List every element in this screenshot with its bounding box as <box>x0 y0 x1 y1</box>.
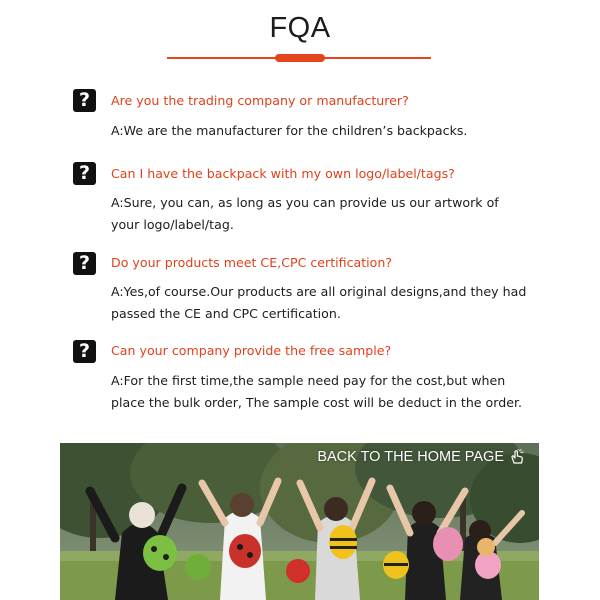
title-accent-bar <box>275 54 325 62</box>
faq-answer: A:For the first time,the sample need pay for the cost,but when place the bulk order, The sample cost will be deduct in the order. <box>111 373 522 410</box>
question-mark-icon: ? <box>73 162 96 185</box>
faq-answer: A:Sure, you can, as long as you can provide us our artwork of your logo/label/tag. <box>111 195 499 232</box>
pointer-hand-icon <box>509 449 525 465</box>
faq-answer: A:Yes,of course.Our products are all original designs,and they had passed the CE and CPC certification. <box>111 284 527 321</box>
faq-question: Are you the trading company or manufacturer? <box>111 93 409 108</box>
faq-question: Do your products meet CE,CPC certification? <box>111 255 393 270</box>
faq-answer: A:We are the manufacturer for the children’s backpacks. <box>111 123 468 138</box>
page-title: FQA <box>269 12 331 44</box>
back-to-home-link[interactable] <box>317 449 525 465</box>
question-mark-icon: ? <box>73 252 96 275</box>
park-scene <box>60 443 539 600</box>
question-mark-icon: ? <box>73 340 96 363</box>
faq-question: Can I have the backpack with my own logo/label/tags? <box>111 166 455 181</box>
faq-question: Can your company provide the free sample? <box>111 343 392 358</box>
kids-backpack-photo <box>60 443 539 600</box>
question-mark-icon: ? <box>73 89 96 112</box>
back-to-home-label: BACK TO THE HOME PAGE <box>317 449 504 465</box>
